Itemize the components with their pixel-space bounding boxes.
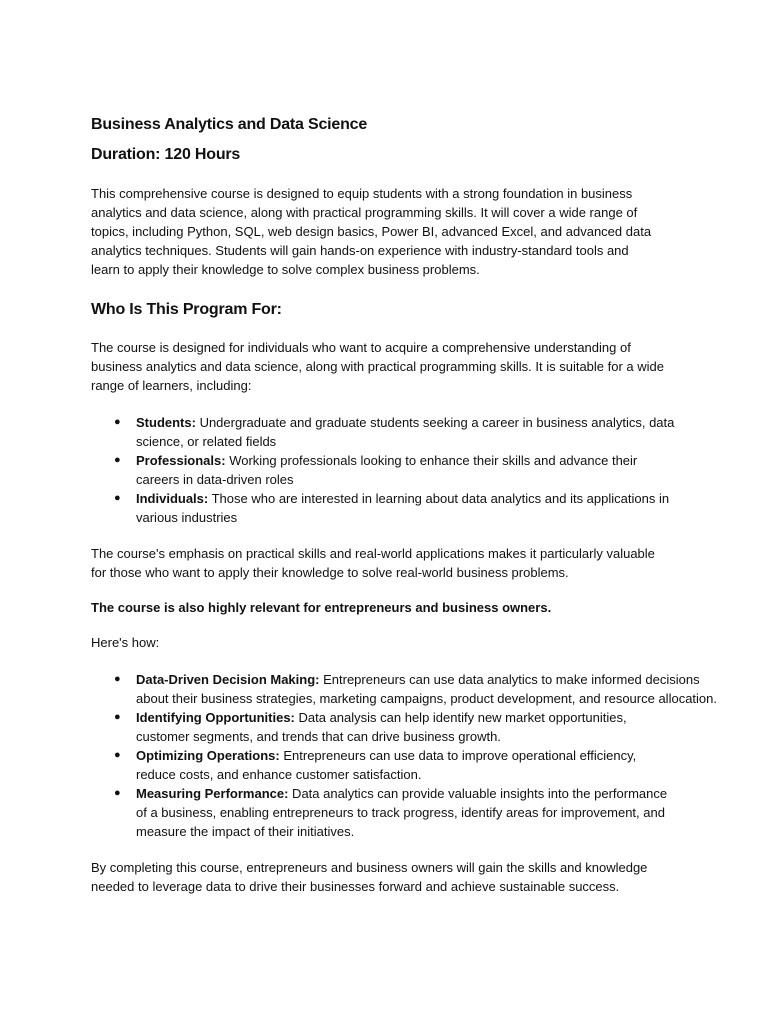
benefit-label: Identifying Opportunities: bbox=[136, 710, 295, 725]
bullet-icon: ● bbox=[114, 711, 121, 723]
benefit-text: Entrepreneurs can use data to improve operational efficiency, bbox=[279, 748, 637, 763]
list-item bbox=[91, 784, 741, 841]
bullet-icon: ● bbox=[114, 454, 121, 466]
benefit-text: about their business strategies, marketing campaigns, product development, and resource allocation. bbox=[136, 691, 717, 706]
intro-line: learn to apply their knowledge to solve complex business problems. bbox=[91, 262, 480, 277]
list-item bbox=[91, 708, 741, 746]
intro-line: analytics techniques. Students will gain hands-on experience with industry-standard tools and bbox=[91, 243, 629, 258]
intro-line: This comprehensive course is designed to equip students with a strong foundation in business bbox=[91, 186, 633, 201]
emphasis-line: The course's emphasis on practical skills and real-world applications makes it particularly valuable bbox=[91, 546, 655, 561]
learner-text: Working professionals looking to enhance their skills and advance their bbox=[225, 453, 638, 468]
bullet-icon: ● bbox=[114, 749, 121, 761]
learner-text: Undergraduate and graduate students seeking a career in business analytics, data bbox=[195, 415, 675, 430]
benefit-label: Data-Driven Decision Making: bbox=[136, 672, 320, 687]
bullet-icon: ● bbox=[114, 673, 121, 685]
benefit-text: of a business, enabling entrepreneurs to track progress, identify areas for improvement, and bbox=[136, 805, 665, 820]
closing-line: needed to leverage data to drive their businesses forward and achieve sustainable success. bbox=[91, 879, 620, 894]
course-title: Business Analytics and Data Science bbox=[91, 116, 368, 133]
benefit-list bbox=[91, 670, 741, 841]
closing-line: By completing this course, entrepreneurs and business owners will gain the skills and knowledge bbox=[91, 860, 648, 875]
who-line: range of learners, including: bbox=[91, 378, 252, 393]
intro-line: topics, including Python, SQL, web design basics, Power BI, advanced Excel, and advanced data bbox=[91, 224, 652, 239]
bullet-icon: ● bbox=[114, 416, 121, 428]
list-item bbox=[91, 489, 741, 527]
document-content bbox=[91, 114, 741, 896]
intro-line: analytics and data science, along with practical programming skills. It will cover a wide range of bbox=[91, 205, 638, 220]
emphasis-paragraph bbox=[91, 544, 741, 582]
who-paragraph bbox=[91, 338, 741, 395]
who-line: business analytics and data science, along with practical programming skills. It is suitable for a wide bbox=[91, 359, 664, 374]
list-item bbox=[91, 746, 741, 784]
learner-label: Individuals: bbox=[136, 491, 209, 506]
emphasis-line: for those who want to apply their knowledge to solve real-world business problems. bbox=[91, 565, 569, 580]
benefit-text: Data analysis can help identify new market opportunities, bbox=[294, 710, 627, 725]
list-item bbox=[91, 451, 741, 489]
learner-label: Professionals: bbox=[136, 453, 226, 468]
benefit-label: Measuring Performance: bbox=[136, 786, 289, 801]
bullet-icon: ● bbox=[114, 492, 121, 504]
benefit-text: measure the impact of their initiatives. bbox=[136, 824, 355, 839]
relevance-statement: The course is also highly relevant for entrepreneurs and business owners. bbox=[91, 600, 552, 615]
learner-label: Students: bbox=[136, 415, 196, 430]
learner-text: science, or related fields bbox=[136, 434, 277, 449]
benefit-label: Optimizing Operations: bbox=[136, 748, 280, 763]
learner-text: careers in data-driven roles bbox=[136, 472, 294, 487]
intro-paragraph bbox=[91, 184, 741, 279]
learner-list bbox=[91, 413, 741, 527]
hows-label: Here's how: bbox=[91, 635, 160, 650]
learner-text: various industries bbox=[136, 510, 238, 525]
bullet-icon: ● bbox=[114, 787, 121, 799]
benefit-text: Data analytics can provide valuable insights into the performance bbox=[288, 786, 668, 801]
learner-text: Those who are interested in learning about data analytics and its applications in bbox=[208, 491, 670, 506]
list-item bbox=[91, 413, 741, 451]
list-item bbox=[91, 670, 741, 708]
who-heading: Who Is This Program For: bbox=[91, 301, 282, 318]
course-duration: Duration: 120 Hours bbox=[91, 146, 241, 163]
benefit-text: Entrepreneurs can use data analytics to make informed decisions bbox=[319, 672, 700, 687]
who-line: The course is designed for individuals who want to acquire a comprehensive understanding of bbox=[91, 340, 631, 355]
closing-paragraph bbox=[91, 858, 741, 896]
benefit-text: reduce costs, and enhance customer satisfaction. bbox=[136, 767, 422, 782]
benefit-text: customer segments, and trends that can drive business growth. bbox=[136, 729, 501, 744]
